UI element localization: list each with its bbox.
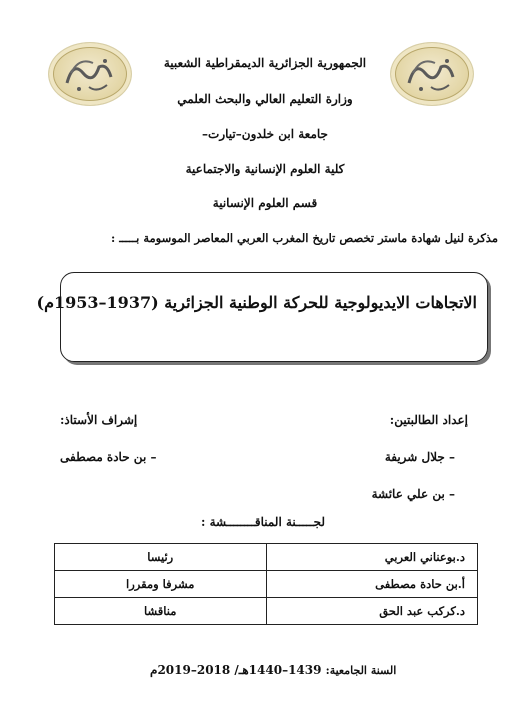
thesis-title-box [36, 272, 488, 362]
table-row [55, 544, 478, 571]
committee-label: لجـــــنة المناقــــــــشة : [200, 515, 325, 529]
committee-member-name: أ.بن حادة مصطفى [266, 571, 478, 598]
committee-member-role: رئيسا [55, 544, 267, 571]
supervision-label: إشراف الأستاذ: [60, 413, 138, 427]
department-name: قسم العلوم الإنسانية [212, 196, 318, 210]
academic-year-label: السنة الجامعية: [325, 664, 397, 677]
committee-member-role: مناقشا [55, 598, 267, 625]
committee-member-name: د.بوعناني العربي [266, 544, 478, 571]
committee-table [54, 543, 478, 625]
republic-name: الجمهورية الجزائرية الديمقراطية الشعبية [163, 56, 367, 70]
thesis-title: الاتجاهات الايديولوجية للحركة الوطنية الجزائرية (1937–1953م) [36, 293, 477, 312]
seal-calligraphy-left [49, 43, 131, 105]
committee-member-role: مشرفا ومقررا [55, 571, 267, 598]
faculty-name: كلية العلوم الإنسانية والاجتماعية [185, 162, 345, 176]
table-row [55, 571, 478, 598]
committee-member-name: د.كركب عبد الحق [266, 598, 478, 625]
student-name: – بن علي عائشة [371, 487, 455, 501]
academic-year-value: 1439–1440هـ/ 2018–2019م [150, 663, 322, 677]
university-name: جامعة ابن خلدون–تيارت– [202, 127, 328, 141]
table-row [55, 598, 478, 625]
supervisor-name: – بن حادة مصطفى [60, 450, 157, 464]
student-name: – جلال شريفة [384, 450, 455, 464]
academic-year [150, 663, 396, 677]
preparation-label: إعداد الطالبتين: [389, 413, 468, 427]
memo-line: مذكرة لنيل شهادة ماستر تخصص تاريخ المغرب العربي المعاصر الموسومة بـــــ : [111, 231, 498, 245]
ministry-name: وزارة التعليم العالي والبحث العلمي [177, 92, 353, 106]
